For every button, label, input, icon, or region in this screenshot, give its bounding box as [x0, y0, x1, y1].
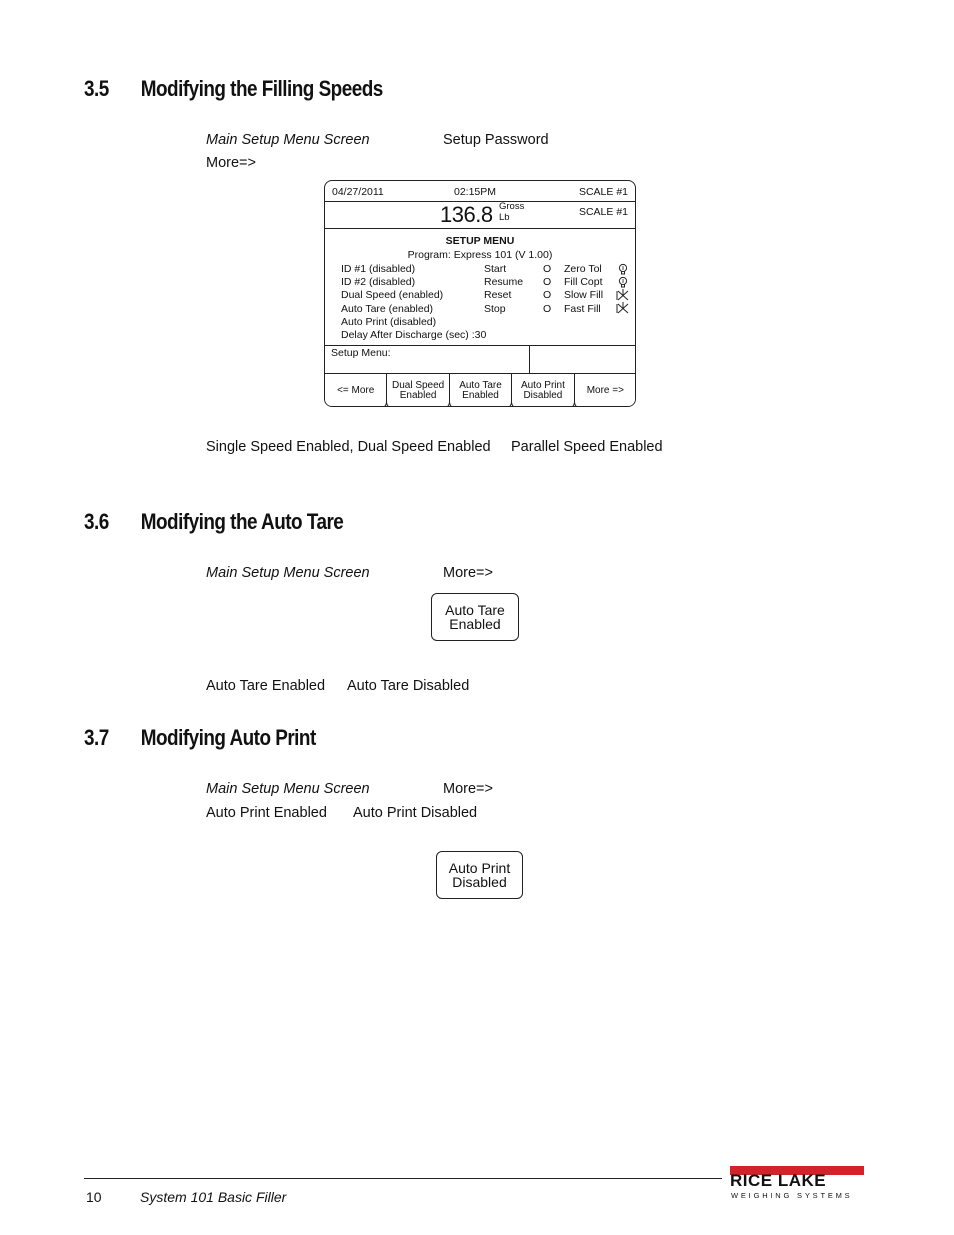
auto-tare-enabled-button[interactable]: Auto Tare Enabled	[431, 593, 519, 641]
menu-item: ID #1 (disabled)	[341, 263, 416, 275]
rice-lake-logo	[730, 1166, 868, 1202]
output-label: Fast Fill	[564, 303, 601, 315]
softkey-bar	[324, 373, 636, 407]
date-display: 04/27/2011	[332, 186, 384, 198]
section-title: Modifying the Filling Speeds	[140, 76, 383, 101]
logo-wordmark: RICE LAKE	[730, 1171, 827, 1190]
auto-tare-enabled-text: Auto Tare Enabled	[206, 678, 326, 694]
time-display: 02:15PM	[454, 186, 497, 198]
output-label: Zero Tol	[564, 263, 602, 275]
softkey-more-right[interactable]: More =>	[574, 373, 636, 407]
section-number: 3.5	[84, 76, 109, 101]
section-heading-3-6	[84, 509, 343, 535]
io-status: O	[543, 263, 552, 275]
menu-item: Dual Speed (enabled)	[341, 289, 444, 301]
main-setup-menu-ref: Main Setup Menu Screen	[206, 781, 370, 797]
menu-item: ID #2 (disabled)	[341, 276, 416, 288]
weight-unit: Lb	[499, 212, 510, 223]
logo-subtitle: WEIGHING SYSTEMS	[731, 1191, 853, 1200]
menu-title: SETUP MENU	[445, 235, 515, 247]
bulb-icon	[617, 276, 629, 289]
more-ref: More=>	[443, 565, 493, 581]
scale-label-mid: SCALE #1	[578, 206, 628, 218]
setup-menu-prompt: Setup Menu:	[331, 347, 391, 359]
doc-title: System 101 Basic Filler	[140, 1189, 287, 1205]
io-status: O	[543, 303, 552, 315]
section-number: 3.6	[84, 509, 109, 534]
valve-icon	[616, 289, 630, 302]
parallel-speed-text: Parallel Speed Enabled	[511, 439, 663, 455]
main-setup-menu-ref: Main Setup Menu Screen	[206, 132, 370, 148]
setup-menu-screen	[324, 180, 636, 407]
weight-readout: 136.8	[440, 202, 493, 227]
auto-print-disabled-text: Auto Print Disabled	[353, 805, 478, 821]
auto-tare-disabled-text: Auto Tare Disabled	[347, 678, 470, 694]
bulb-icon	[617, 263, 629, 276]
scale-label-top: SCALE #1	[578, 186, 628, 198]
output-label: Fill Copt	[564, 276, 603, 288]
footer-rule	[84, 1178, 722, 1179]
io-status: O	[543, 289, 552, 301]
page-number: 10	[86, 1189, 102, 1205]
valve-icon	[616, 302, 630, 315]
more-ref: More=>	[443, 781, 493, 797]
more-ref: More=>	[206, 155, 256, 171]
output-label: Slow Fill	[564, 289, 604, 301]
menu-item: Auto Tare (enabled)	[341, 303, 434, 315]
section-title: Modifying Auto Print	[140, 725, 316, 750]
io-label: Reset	[484, 289, 512, 301]
softkey-dual-speed[interactable]: Dual Speed Enabled	[386, 373, 449, 407]
io-label: Start	[484, 263, 507, 275]
auto-print-enabled-text: Auto Print Enabled	[206, 805, 327, 821]
section-title: Modifying the Auto Tare	[140, 509, 344, 534]
section-heading-3-7	[84, 725, 316, 751]
auto-print-disabled-button[interactable]: Auto Print Disabled	[436, 851, 523, 899]
speed-options-text: Single Speed Enabled, Dual Speed Enabled	[206, 439, 491, 455]
softkey-auto-print[interactable]: Auto Print Disabled	[511, 373, 574, 407]
io-status: O	[543, 276, 552, 288]
program-version: Program: Express 101 (V 1.00)	[407, 249, 553, 261]
menu-item: Auto Print (disabled)	[341, 316, 437, 328]
io-label: Resume	[484, 276, 524, 288]
setup-password-ref: Setup Password	[443, 132, 549, 148]
section-heading-3-5	[84, 76, 383, 102]
weight-mode: Gross	[499, 201, 525, 212]
main-setup-menu-ref: Main Setup Menu Screen	[206, 565, 370, 581]
menu-item: Delay After Discharge (sec) :30	[341, 329, 487, 341]
io-label: Stop	[484, 303, 506, 315]
section-number: 3.7	[84, 725, 109, 750]
softkey-auto-tare[interactable]: Auto Tare Enabled	[449, 373, 512, 407]
softkey-more-left[interactable]: <= More	[324, 373, 387, 407]
